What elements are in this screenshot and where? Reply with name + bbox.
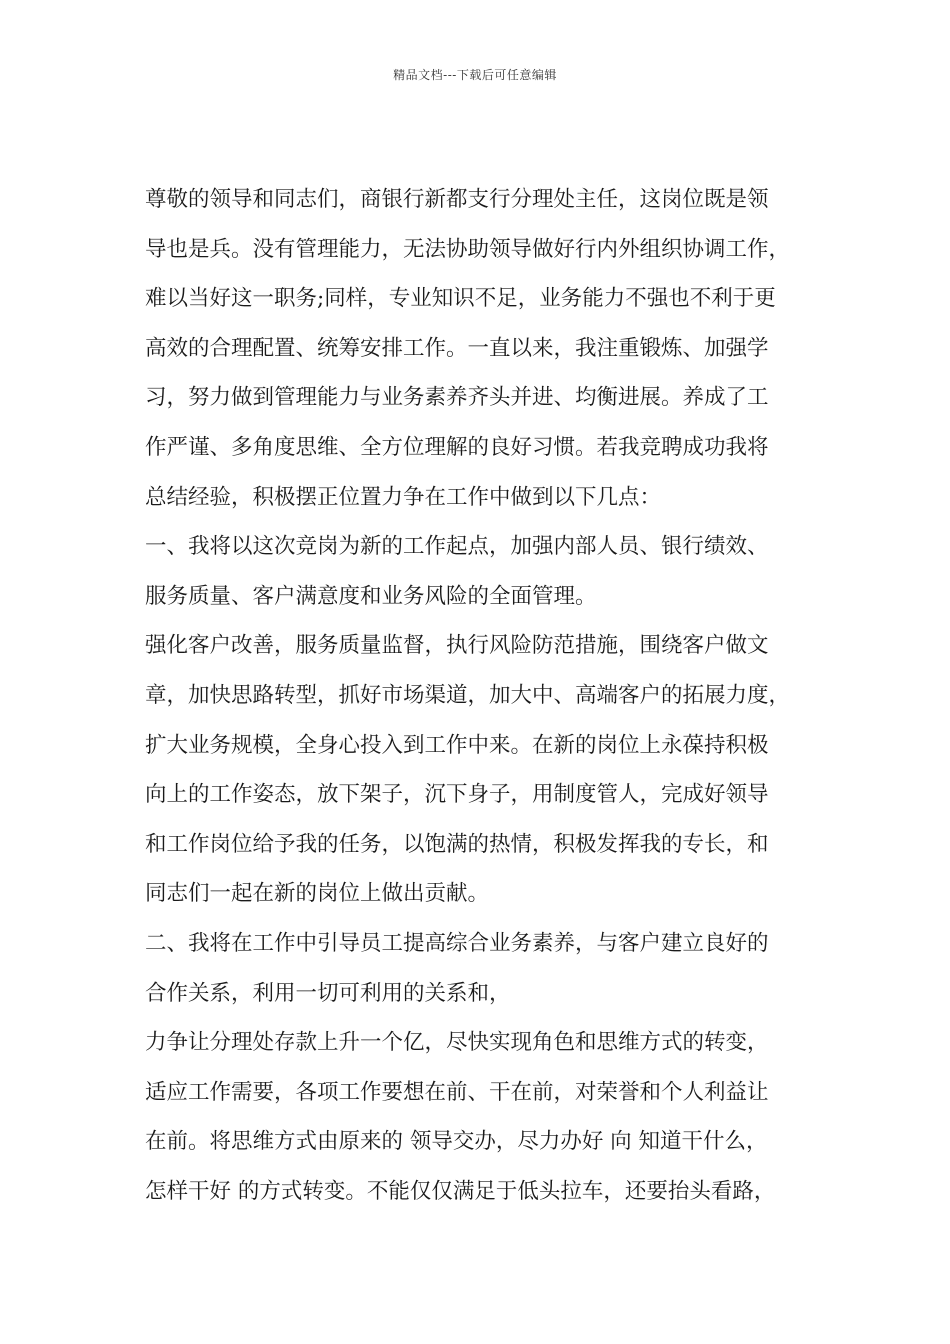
text-line: 强化客户改善，服务质量监督，执行风险防范措施，围绕客户做文: [145, 633, 769, 659]
text-line: 合作关系，利用一切可利用的关系和，: [145, 980, 511, 1006]
text-line: 力争让分理处存款上升一个亿，尽快实现角色和思维方式的转变，: [145, 1030, 769, 1056]
page-header: 精品文档---下载后可任意编辑: [393, 68, 557, 82]
text-line: 扩大业务规模，全身心投入到工作中来。在新的岗位上永葆持积极: [145, 732, 769, 758]
text-line: 高效的合理配置、统筹安排工作。一直以来，我注重锻炼、加强学: [145, 335, 769, 361]
text-line: 同志们一起在新的岗位上做出贡献。: [145, 881, 490, 907]
text-line: 一、我将以这次竞岗为新的工作起点，加强内部人员、银行绩效、: [145, 534, 769, 560]
text-line: 二、我将在工作中引导员工提高综合业务素养，与客户建立良好的: [145, 930, 769, 956]
text-line: 导也是兵。没有管理能力，无法协助领导做好行内外组织协调工作，: [145, 236, 791, 262]
text-line: 作严谨、多角度思维、全方位理解的良好习惯。若我竞聘成功我将: [145, 434, 769, 460]
text-line: 适应工作需要，各项工作要想在前、干在前，对荣誉和个人利益让: [145, 1079, 769, 1105]
text-line: 怎样干好 的方式转变。不能仅仅满足于低头拉车，还要抬头看路，: [145, 1178, 776, 1204]
text-line: 在前。将思维方式由原来的 领导交办，尽力办好 向 知道干什么，: [145, 1129, 768, 1155]
text-line: 难以当好这一职务;同样，专业知识不足，业务能力不强也不利于更: [145, 286, 776, 312]
text-line: 总结经验，积极摆正位置力争在工作中做到以下几点：: [145, 484, 662, 510]
text-line: 服务质量、客户满意度和业务风险的全面管理。: [145, 583, 597, 609]
text-line: 向上的工作姿态，放下架子，沉下身子，用制度管人，完成好领导: [145, 782, 769, 808]
text-line: 习，努力做到管理能力与业务素养齐头并进、均衡进展。养成了工: [145, 385, 769, 411]
document-body: [145, 175, 825, 1216]
text-line: 和工作岗位给予我的任务，以饱满的热情，积极发挥我的专长，和: [145, 831, 769, 857]
text-line: 章，加快思路转型，抓好市场渠道，加大中、高端客户的拓展力度，: [145, 682, 791, 708]
text-line: 尊敬的领导和同志们，商银行新都支行分理处主任，这岗位既是领: [145, 187, 769, 212]
